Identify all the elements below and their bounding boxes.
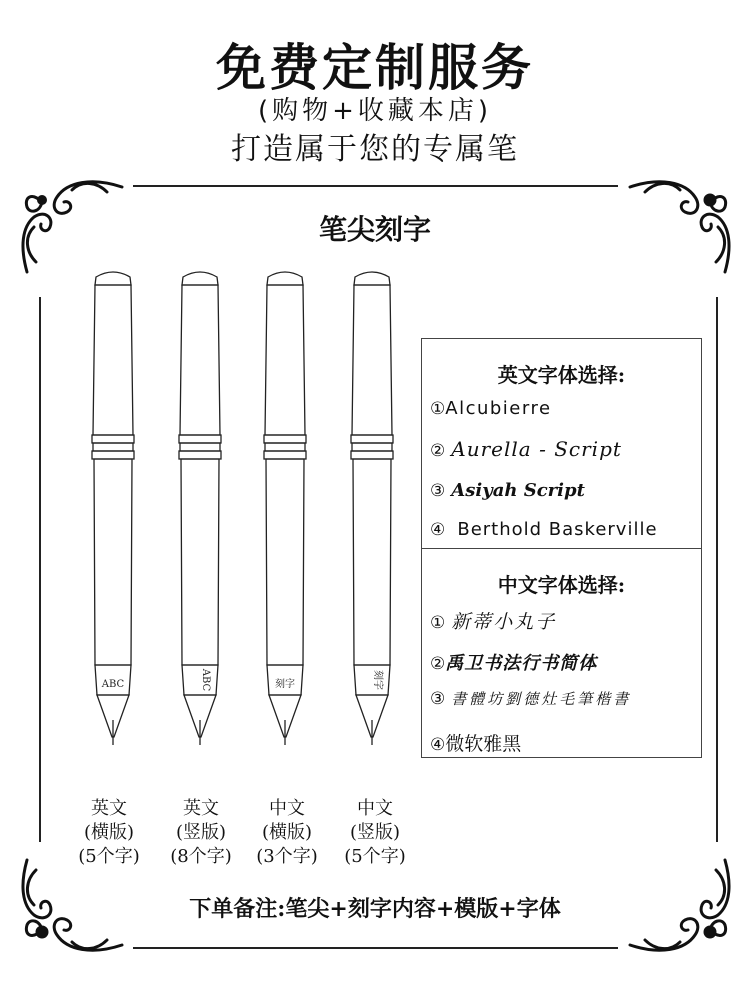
page-subtitle: (购物+收藏本店) [257, 96, 493, 126]
engraving-text: ABC [101, 679, 125, 690]
box-divider [422, 548, 701, 549]
page-title: 免费定制服务 [216, 39, 534, 97]
pen-label-line3: (8个字) [170, 846, 232, 867]
pen-label-line1: 中文 [269, 798, 305, 819]
font-name: 新蒂小丸子 [451, 611, 557, 633]
engraving-text: ABC [200, 668, 211, 692]
pen-illustration [179, 272, 221, 745]
option-number: ④ [430, 520, 446, 540]
engraving-text: 刻字 [275, 679, 295, 690]
pen-label-line1: 英文 [183, 798, 219, 819]
pen-label-1 [67, 797, 151, 869]
font-name: Aurella - Script [451, 437, 622, 461]
pen-label-2 [159, 797, 243, 869]
english-font-option-4 [430, 518, 658, 540]
option-number: ③ [430, 481, 446, 501]
option-number: ③ [430, 689, 446, 709]
font-selection-box [421, 338, 702, 758]
pen-label-4 [333, 797, 417, 869]
option-number: ② [430, 441, 446, 461]
pen-label-line2: (横版) [83, 822, 135, 843]
chinese-font-option-3 [430, 687, 631, 709]
english-font-option-2 [430, 437, 622, 461]
chinese-font-option-2 [430, 649, 597, 675]
pen-label-line3: (5个字) [78, 846, 140, 867]
english-fonts-heading: 英文字体选择: [497, 363, 626, 387]
font-name: Alcubierre [445, 398, 552, 419]
font-name: Berthold Baskerville [457, 519, 658, 540]
frame-right-line [716, 297, 718, 842]
pen-illustration [264, 272, 306, 745]
pen-label-line2: (横版) [261, 822, 313, 843]
font-name: 禹卫书法行书简体 [445, 653, 598, 674]
option-number: ④ [430, 735, 446, 755]
option-number: ① [430, 399, 446, 419]
engraving-text: 刻字 [372, 670, 383, 690]
pen-illustrations [70, 265, 410, 755]
section-title: 笔尖刻字 [318, 213, 431, 246]
pen-label-line1: 中文 [357, 798, 393, 819]
pen-label-line1: 英文 [91, 798, 127, 819]
frame-bottom-line [133, 947, 618, 949]
pen-label-line2: (竖版) [175, 822, 227, 843]
order-note: 下单备注:笔尖+刻字内容+模版+字体 [189, 896, 561, 922]
chinese-font-option-1 [430, 607, 556, 634]
pen-illustration [351, 272, 393, 745]
frame-top-line [133, 185, 618, 187]
font-name: Asiyah Script [451, 480, 585, 501]
pen-illustration [92, 272, 134, 745]
english-font-option-3 [430, 479, 585, 501]
frame-left-line [39, 297, 41, 842]
page-tagline: 打造属于您的专属笔 [231, 132, 519, 167]
chinese-font-option-4 [430, 729, 521, 756]
pen-label-3 [245, 797, 329, 869]
option-number: ① [430, 613, 446, 633]
pen-label-line2: (竖版) [349, 822, 401, 843]
pen-label-line3: (3个字) [256, 846, 318, 867]
option-number: ② [430, 654, 446, 674]
chinese-fonts-heading: 中文字体选择: [497, 573, 626, 597]
font-name: 微软雅黑 [445, 733, 522, 755]
english-font-option-1 [430, 397, 552, 419]
font-name: 書體坊劉德灶毛筆楷書 [451, 690, 632, 708]
pen-label-line3: (5个字) [344, 846, 406, 867]
